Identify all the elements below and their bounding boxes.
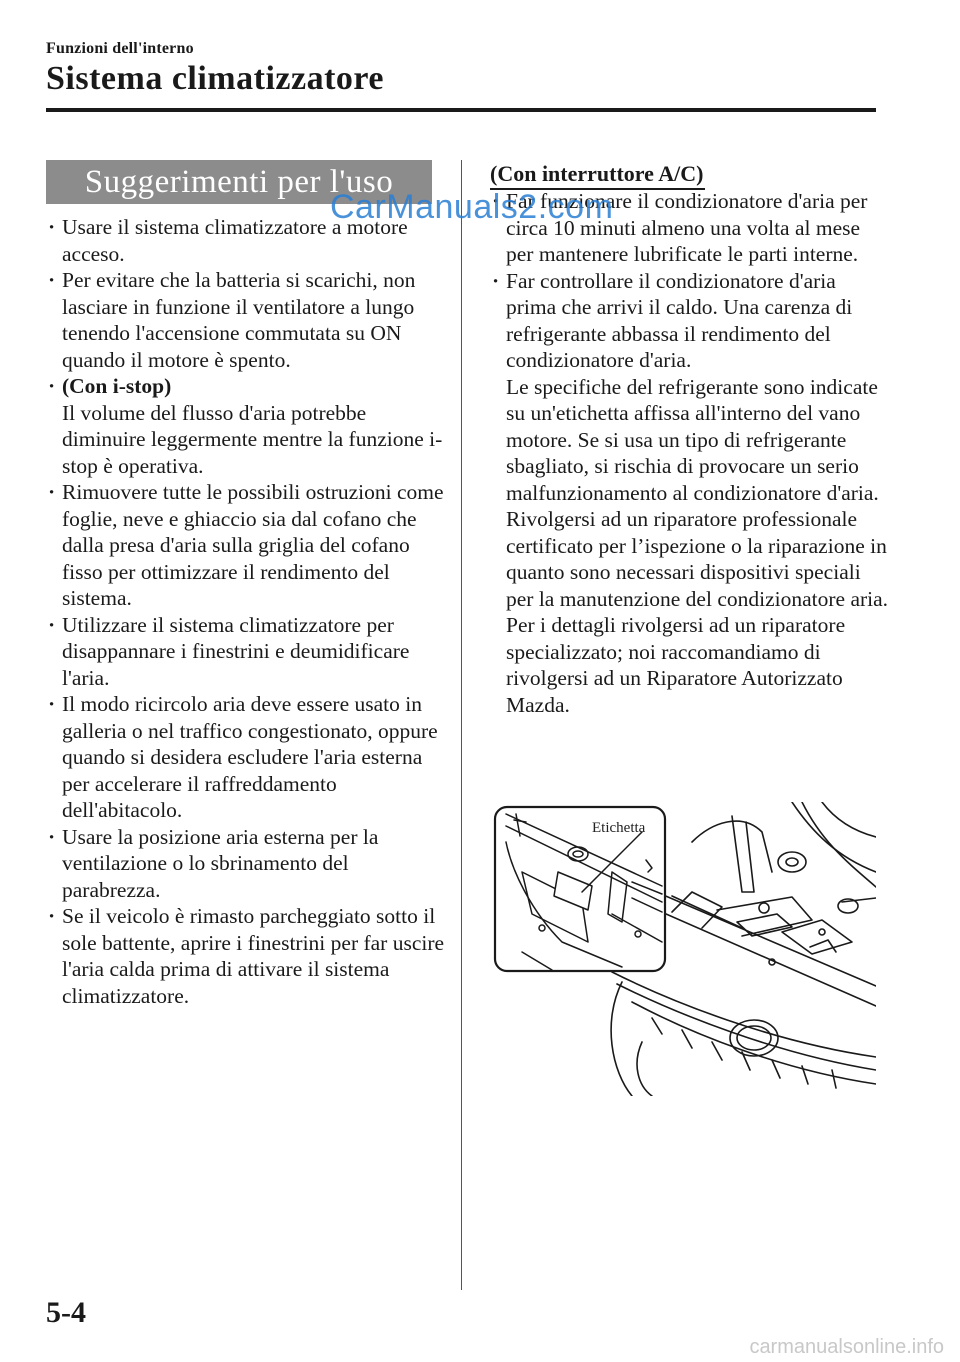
list-item — [46, 824, 446, 904]
item-text: Far funzionare il condizionatore d'aria per circa 10 minuti almeno una volta al mese per mantenere lubrificate le parti interne. — [506, 189, 868, 266]
ac-switch-heading: (Con interruttore A/C) — [490, 160, 705, 190]
list-item — [46, 267, 446, 373]
list-item — [46, 612, 446, 692]
item-text: Il volume del flusso d'aria potrebbe diminuire leggermente mentre la funzione i-stop è operativa. — [62, 400, 443, 478]
page-number: 5-4 — [46, 1296, 86, 1329]
item-text: Il modo ricircolo aria deve essere usato in galleria o nel traffico congestionato, oppure quando si desidera escludere l'aria esterna per accelerare il raffreddamento dell'abitacolo. — [62, 692, 438, 822]
item-lead: (Con i-stop) — [62, 374, 172, 398]
list-item — [46, 373, 446, 479]
item-text: Per evitare che la batteria si scarichi, non lasciare in funzione il ventilatore a lungo tenendo l'accensione commutata su ON quando il motore è spento. — [62, 268, 416, 372]
site-watermark: carmanualsonline.info — [749, 1336, 944, 1358]
column-divider — [461, 160, 462, 1290]
item-text: Utilizzare il sistema climatizzatore per disappannare i finestrini e deumidificare l'aria. — [62, 612, 410, 690]
item-text: Rimuovere tutte le possibili ostruzioni come foglie, neve e ghiaccio sia dal cofano che dalla presa d'aria sulla griglia del cofano fisso per ottimizzare il rendimento del sistema. — [62, 480, 444, 610]
tips-banner: Suggerimenti per l'uso — [46, 160, 432, 204]
list-item — [490, 268, 890, 719]
header-rule — [46, 108, 876, 112]
list-item — [46, 691, 446, 824]
list-item — [46, 479, 446, 612]
item-text: Usare il sistema climatizzatore a motore acceso. — [62, 215, 408, 266]
right-column — [490, 188, 890, 718]
page-title: Sistema climatizzatore — [46, 60, 384, 97]
item-text: Usare la posizione aria esterna per la ventilazione o lo sbrinamento del parabrezza. — [62, 824, 379, 902]
section-subtitle: Funzioni dell'interno — [46, 40, 194, 57]
list-item — [46, 903, 446, 1009]
engine-bay-illustration — [492, 802, 876, 1096]
item-text: Se il veicolo è rimasto parcheggiato sotto il sole battente, aprire i finestrini per far uscire l'aria calda prima di attivare il sistema climatizzatore. — [62, 904, 445, 1008]
item-text: Far controllare il condizionatore d'aria prima che arrivi il caldo. Una carenza di refrigerante abbassa il rendimento del condizionatore d'aria. Le specifiche del refrigerante sono indicate su un'etichetta affissa all'interno del vano motore. Se si usa un tipo di refrigerante sbagliato, si rischia di provocare un serio malfunzionamento al condizionatore d'aria. Rivolgersi ad un riparatore professionale certificato per l’ispezione o la riparazione in quanto sono necessari dispositivi speciali per la manutenzione del condizionatore aria. Per i dettagli rivolgersi ad un riparatore specializzato; noi raccomandiamo di rivolgersi ad un Riparatore Autorizzato Mazda. — [506, 268, 889, 717]
figure-label-etichetta: Etichetta — [592, 820, 646, 836]
engine-bay-label-figure — [492, 802, 876, 1096]
left-column — [46, 214, 446, 1009]
watermark-text: CarManuals2.com — [330, 188, 614, 226]
